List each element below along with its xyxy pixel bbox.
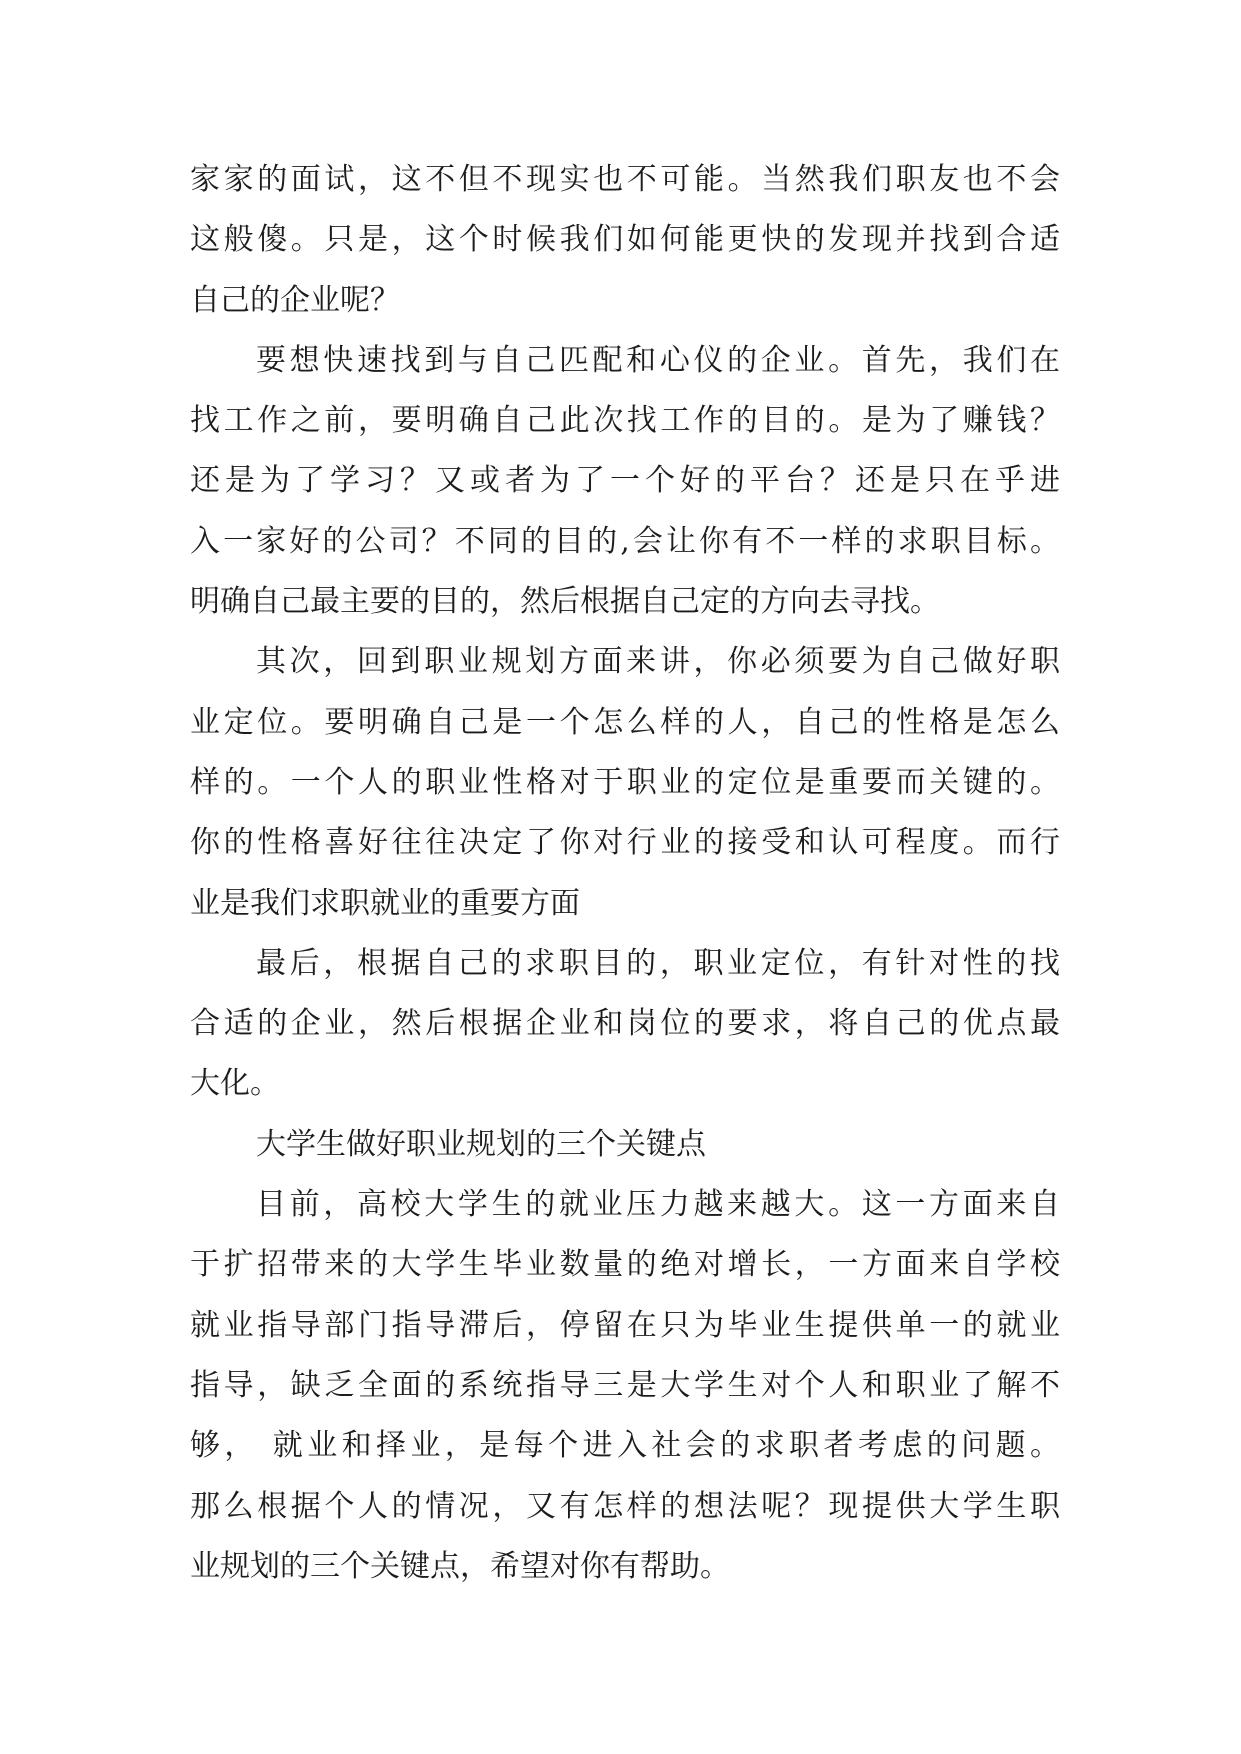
paragraph-line: 于扩招带来的大学生毕业数量的绝对增长，一方面来自学校	[190, 1247, 1060, 1283]
paragraph-line: 你的性格喜好往往决定了你对行业的接受和认可程度。而行	[190, 825, 1060, 861]
paragraph-line: 业规划的三个关键点，希望对你有帮助。	[190, 1548, 730, 1584]
paragraph-line: 指导，缺乏全面的系统指导三是大学生对个人和职业了解不	[190, 1367, 1060, 1403]
paragraph-line: 找工作之前，要明确自己此次找工作的目的。是为了赚钱？	[190, 403, 1060, 439]
paragraph-line: 其次，回到职业规划方面来讲，你必须要为自己做好职	[256, 644, 1060, 680]
paragraph-line: 这般傻。只是，这个时候我们如何能更快的发现并找到合适	[190, 222, 1060, 258]
paragraph-line: 家家的面试，这不但不现实也不可能。当然我们职友也不会	[190, 162, 1060, 197]
paragraph-line: 大化。	[190, 1066, 280, 1102]
paragraph-line: 业是我们求职就业的重要方面	[190, 885, 580, 921]
paragraph-line: 就业指导部门指导滞后，停留在只为毕业生提供单一的就业	[190, 1307, 1060, 1343]
paragraph-line: 自己的企业呢？	[190, 282, 400, 318]
document-body	[190, 150, 1060, 1597]
paragraph-line: 样的。一个人的职业性格对于职业的定位是重要而关键的。	[190, 764, 1060, 800]
paragraph-line: 入一家好的公司？不同的目的,会让你有不一样的求职目标。	[190, 523, 1060, 559]
paragraph-line: 合适的企业，然后根据企业和岗位的要求，将自己的优点最	[190, 1006, 1060, 1042]
paragraph-line: 那么根据个人的情况，又有怎样的想法呢？现提供大学生职	[190, 1488, 1060, 1524]
paragraph-line: 业定位。要明确自己是一个怎么样的人，自己的性格是怎么	[190, 704, 1060, 740]
paragraph-line: 目前，高校大学生的就业压力越来越大。这一方面来自	[256, 1187, 1060, 1223]
paragraph-line: 还是为了学习？又或者为了一个好的平台？还是只在乎进	[190, 463, 1060, 499]
section-heading: 大学生做好职业规划的三个关键点	[256, 1126, 706, 1162]
paragraph-line: 明确自己最主要的目的，然后根据自己定的方向去寻找。	[190, 584, 940, 620]
paragraph-line: 最后，根据自己的求职目的，职业定位，有针对性的找	[256, 945, 1060, 981]
paragraph-line: 够， 就业和择业，是每个进入社会的求职者考虑的问题。	[190, 1428, 1060, 1464]
paragraph-line: 要想快速找到与自己匹配和心仪的企业。首先，我们在	[256, 342, 1060, 378]
